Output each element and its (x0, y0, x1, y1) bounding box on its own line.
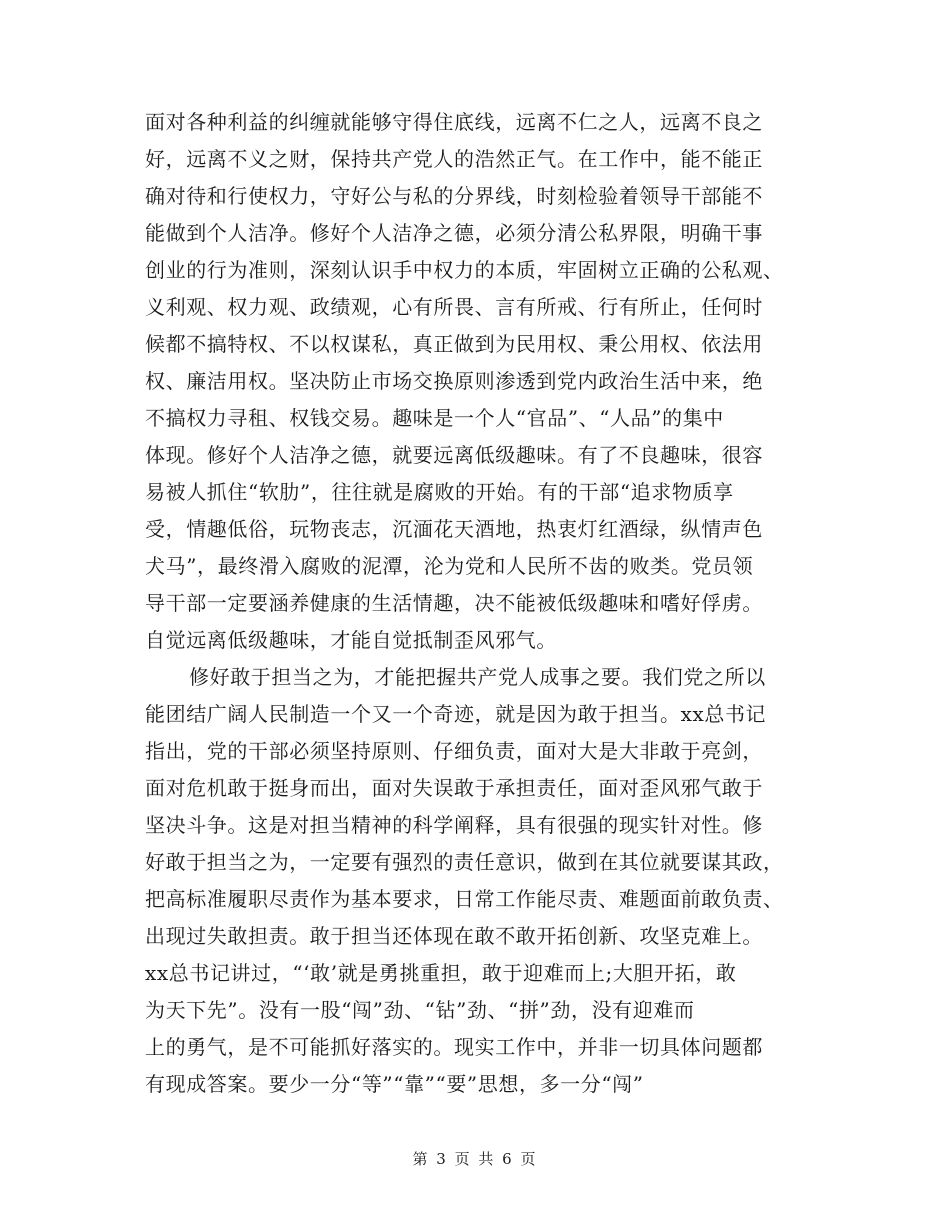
text-line: 上的勇气，是不可能抓好落实的。现实工作中，并非一切具体问题都 (145, 1035, 763, 1059)
text-line: 犬马”，最终滑入腐败的泥潭，沦为党和人民所不齿的败类。党员领 (145, 554, 754, 578)
text-line: 确对待和行使权力，守好公与私的分界线，时刻检验着领导干部能不 (145, 184, 763, 208)
text-line: 义利观、权力观、政绩观，心有所畏、言有所戒、行有所止，任何时 (145, 295, 763, 319)
text-line: 指出，党的干部必须坚持原则、仔细负责，面对大是大非敢于亮剑， (145, 739, 763, 763)
text-line: 好敢于担当之为，一定要有强烈的责任意识，做到在其位就要谋其政， (145, 850, 784, 874)
paragraph-2 (145, 659, 810, 1103)
paragraph-1 (145, 104, 810, 659)
text-line: 修好敢于担当之为，才能把握共产党人成事之要。我们党之所以 (189, 665, 766, 689)
text-line: 好，远离不义之财，保持共产党人的浩然正气。在工作中，能不能正 (145, 147, 763, 171)
text-line: 自觉远离低级趣味，才能自觉抵制歪风邪气。 (145, 628, 557, 652)
text-line: 能做到个人洁净。修好个人洁净之德，必须分清公私界限，明确干事 (145, 221, 763, 245)
text-line: 有现成答案。要少一分“等”“靠”“要”思想，多一分“闯” (145, 1072, 644, 1096)
text-line: 能团结广阔人民制造一个又一个奇迹，就是因为敢于担当。xx总书记 (145, 702, 767, 726)
text-line: 不搞权力寻租、权钱交易。趣味是一个人“官品”、“人品”的集中 (145, 406, 724, 430)
text-line: 受，情趣低俗，玩物丧志，沉湎花天酒地，热衷灯红酒绿，纵情声色 (145, 517, 763, 541)
text-line: 易被人抓住“软肋”，往往就是腐败的开始。有的干部“追求物质享 (145, 480, 734, 504)
text-line: 导干部一定要涵养健康的生活情趣，决不能被低级趣味和嗜好俘虏。 (145, 591, 763, 615)
text-line: 面对危机敢于挺身而出，面对失误敢于承担责任，面对歪风邪气敢于 (145, 776, 763, 800)
text-line: 创业的行为准则，深刻认识手中权力的本质，牢固树立正确的公私观、 (145, 258, 784, 282)
text-line: 面对各种利益的纠缠就能够守得住底线，远离不仁之人，远离不良之 (145, 110, 763, 134)
page-number-footer: 第 3 页 共 6 页 (412, 1150, 538, 1168)
text-line: 权、廉洁用权。坚决防止市场交换原则渗透到党内政治生活中来，绝 (145, 369, 763, 393)
text-line: 候都不搞特权、不以权谋私，真正做到为民用权、秉公用权、依法用 (145, 332, 763, 356)
text-line: 出现过失敢担责。敢于担当还体现在敢不敢开拓创新、攻坚克难上。 (145, 924, 763, 948)
text-line: 坚决斗争。这是对担当精神的科学阐释，具有很强的现实针对性。修 (145, 813, 763, 837)
text-line: 把高标准履职尽责作为基本要求，日常工作能尽责、难题面前敢负责、 (145, 887, 784, 911)
document-body (145, 104, 810, 1103)
text-line: 体现。修好个人洁净之德，就要远离低级趣味。有了不良趣味，很容 (145, 443, 763, 467)
text-line: 为天下先”。没有一股“闯”劲、“钻”劲、“拼”劲，没有迎难而 (145, 998, 695, 1022)
text-line: xx总书记讲过，“‘敢’就是勇挑重担，敢于迎难而上;大胆开拓，敢 (145, 961, 737, 985)
